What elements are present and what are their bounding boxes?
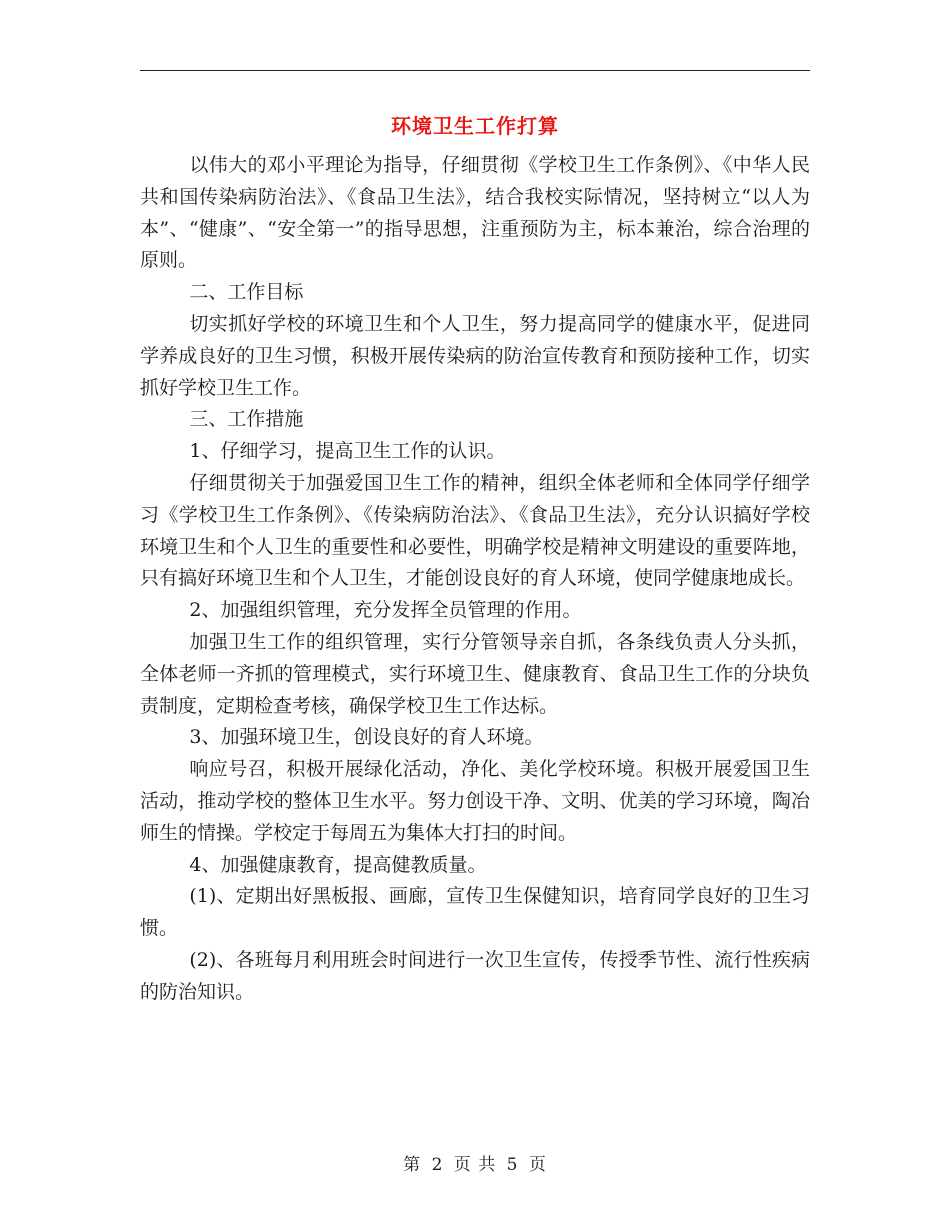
subheading-health-education: 4、加强健康教育，提高健教质量。	[189, 853, 487, 876]
page-footer	[0, 1153, 950, 1177]
list-item-class-meeting: (2)、各班每月利用班会时间进行一次卫生宣传，传授季节性、流行性疾病的防治知识。	[140, 948, 810, 1003]
paragraph-study: 仔细贯彻关于加强爱国卫生工作的精神，组织全体老师和全体同学仔细学习《学校卫生工作条例》、《传染病防治法》、《食品卫生法》，充分认识搞好学校环境卫生和个人卫生的重要性和必要性，明确学校是精神文明建设的重要阵地，只有搞好环境卫生和个人卫生，才能创设良好的育人环境，使同学健康地成长。	[140, 471, 810, 590]
document-body	[140, 150, 810, 1009]
paragraph-work-goals: 切实抓好学校的环境卫生和个人卫生，努力提高同学的健康水平，促进同学养成良好的卫生习惯，积极开展传染病的防治宣传教育和预防接种工作，切实抓好学校卫生工作。	[140, 312, 810, 399]
footer-suffix: 页	[528, 1155, 547, 1175]
paragraph-environment: 响应号召，积极开展绿化活动，净化、美化学校环境。积极开展爱国卫生活动，推动学校的整体卫生水平。努力创设干净、文明、优美的学习环境，陶冶师生的情操。学校定于每周五为集体大打扫的时间。	[140, 758, 810, 844]
paragraph-management: 加强卫生工作的组织管理，实行分管领导亲自抓，各条线负责人分头抓，全体老师一齐抓的管理模式，实行环境卫生、健康教育、食品卫生工作的分块负责制度，定期检查考核，确保学校卫生工作达标。	[140, 630, 810, 717]
subheading-environment: 3、加强环境卫生，创设良好的育人环境。	[189, 726, 544, 749]
footer-prefix: 第	[403, 1155, 422, 1175]
document-title: 环境卫生工作打算	[391, 114, 559, 138]
current-page-number: 2	[431, 1155, 444, 1175]
list-item-blackboard: (1)、定期出好黑板报、画廊，宣传卫生保健知识，培育同学良好的卫生习惯。	[140, 885, 810, 940]
paragraph-intro: 以伟大的邓小平理论为指导，仔细贯彻《学校卫生工作条例》、《中华人民共和国传染病防治法》、《食品卫生法》，结合我校实际情况，坚持树立“以人为本”、“健康”、“安全第一”的指导思想，注重预防为主，标本兼治，综合治理的原则。	[140, 154, 810, 272]
header-rule	[140, 70, 810, 71]
subheading-management: 2、加强组织管理，充分发挥全员管理的作用。	[189, 599, 582, 622]
heading-work-goals: 二、工作目标	[189, 281, 304, 304]
footer-mid: 页 共	[453, 1155, 497, 1175]
total-pages-number: 5	[506, 1155, 519, 1175]
subheading-study: 1、仔细学习，提高卫生工作的认识。	[189, 440, 506, 463]
heading-work-measures: 三、工作措施	[189, 408, 304, 431]
